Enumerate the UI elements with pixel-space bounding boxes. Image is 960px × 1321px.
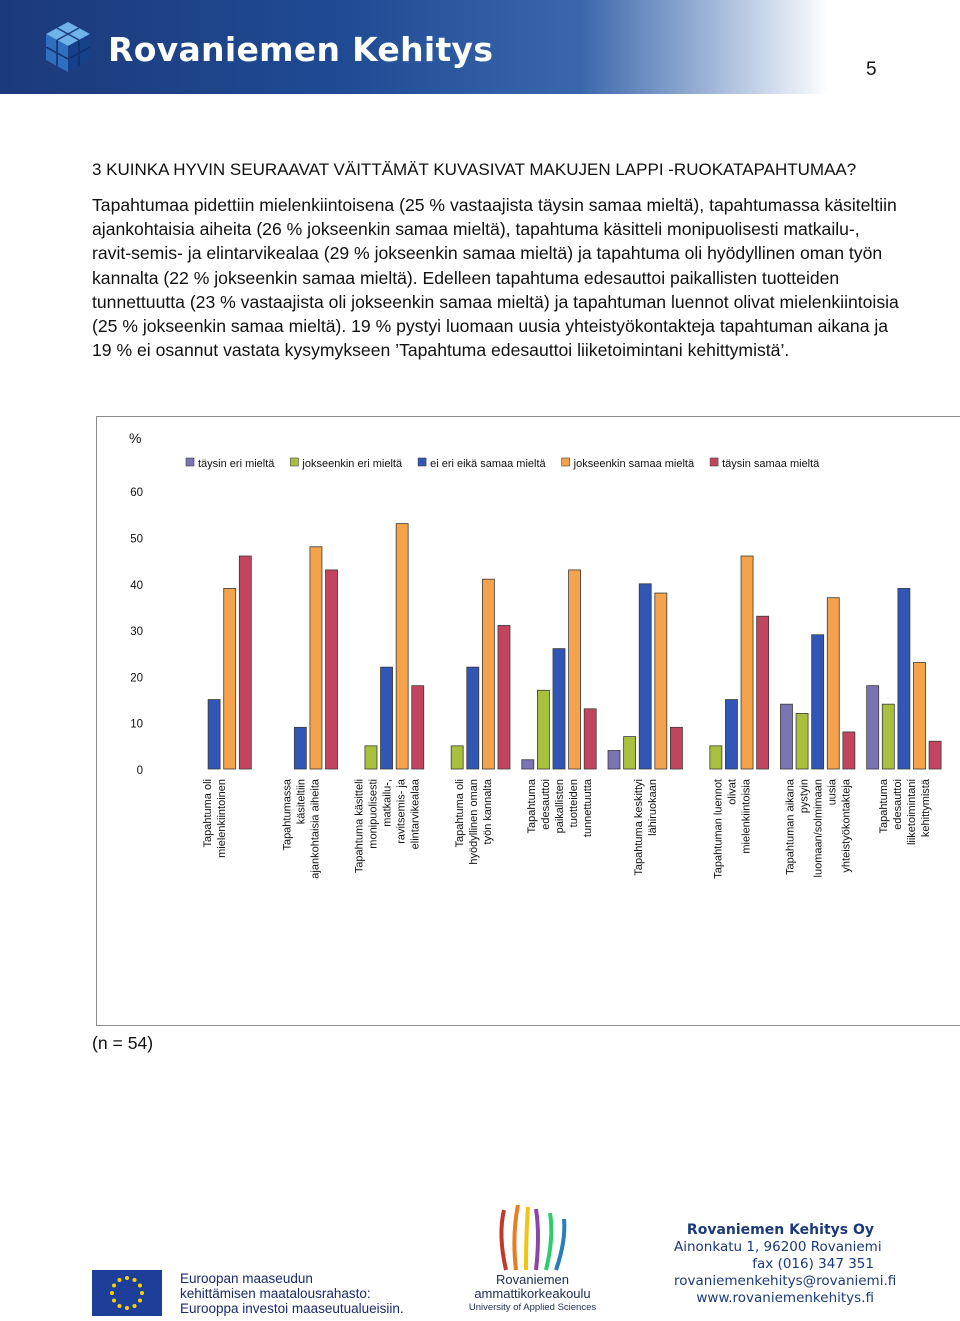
- category-label: Tapahtuma käsitteli: [353, 779, 366, 874]
- y-axis-label: %: [129, 430, 142, 446]
- legend-swatch: [186, 458, 194, 466]
- header-banner: [0, 0, 830, 94]
- bar: [624, 737, 636, 769]
- category-label: matkailu-,: [381, 779, 394, 827]
- y-tick-label: 40: [130, 579, 143, 592]
- category-label: mielenkiintoisia: [740, 779, 753, 854]
- category-label: Tapahtuma keskittyi: [633, 779, 646, 876]
- bar: [898, 588, 910, 769]
- eu-funding-text: [180, 1271, 404, 1316]
- bar: [467, 667, 479, 769]
- bar: [482, 579, 494, 769]
- bar: [882, 704, 894, 769]
- category-label: uusia: [826, 779, 839, 806]
- bar: [412, 686, 424, 769]
- bar: [208, 700, 220, 769]
- bar: [381, 667, 393, 769]
- legend-label: täysin eri mieltä: [198, 458, 275, 470]
- category-label: Tapahtumassa: [281, 779, 294, 851]
- eu-line: Eurooppa investoi maaseutualueisiin.: [180, 1301, 404, 1316]
- category-label: luomaan/solmimaan: [812, 779, 825, 878]
- bar: [867, 686, 879, 769]
- ramk-logo-icon: [486, 1205, 576, 1275]
- category-label: Tapahtuman aikana: [784, 779, 797, 876]
- legend-label: jokseenkin samaa mieltä: [573, 458, 695, 470]
- legend-swatch: [562, 458, 570, 466]
- bar: [522, 760, 534, 769]
- eu-star: [112, 1284, 116, 1288]
- legend-label: ei eri eikä samaa mieltä: [430, 458, 546, 470]
- ramk-name: [455, 1273, 610, 1315]
- category-label: liiketoimintani: [905, 779, 918, 846]
- bar: [812, 635, 824, 769]
- sample-size-note: (n = 54): [92, 1033, 154, 1053]
- paragraph-text: Tapahtumaa pidettiin mielenkiintoisena (25 % vastaajista täysin samaa mieltä), tapahtumassa käsiteltiin ajankohtaisia aiheita (26 % jokseenkin samaa mieltä), tapahtuma käsitteli monipuolisesti matkailu-, ravit-semis- ja elintarvikealaa (29 % jokseenkin samaa mieltä) ja tapahtuma oli hyödyllinen oman työn kannalta (22 % jokseenkin samaa mieltä). Edelleen tapahtuma edesauttoi paikallisten tuotteiden tunnettuutta (23 % vastaajista oli jokseenkin samaa mieltä) ja tapahtuman luennot olivat mielenkiintoisia (25 % jokseenkin samaa mieltä). 19 % pystyi luomaan uusia yhteistyökontakteja tapahtuman aikana ja 19 % ei osannut vastata kysymykseen ’Tapahtuma edesauttoi liiketoimintani kehittymistä’.: [92, 195, 899, 361]
- contact-block: [674, 1222, 897, 1307]
- category-label: Tapahtuma oli: [453, 779, 466, 848]
- bar: [584, 709, 596, 769]
- legend-label: jokseenkin eri mieltä: [302, 458, 403, 470]
- eu-star: [125, 1306, 129, 1310]
- category-label: pystyin: [798, 779, 811, 814]
- bar: [929, 741, 941, 769]
- bar: [639, 584, 651, 769]
- category-label: kehittymistä: [919, 779, 932, 838]
- category-label: käsiteltiin: [295, 779, 308, 825]
- eu-star: [125, 1276, 129, 1280]
- eu-line: kehittämisen maatalousrahasto:: [180, 1286, 371, 1301]
- category-label: monipuolisesti: [367, 779, 380, 849]
- category-label: edesauttoi: [540, 779, 552, 830]
- bar: [224, 588, 236, 769]
- fax: fax (016) 347 351: [752, 1256, 874, 1272]
- section-heading: 3 KUINKA HYVIN SEURAAVAT VÄITTÄMÄT KUVASIVAT MAKUJEN LAPPI -RUOKATAPAHTUMAA?: [92, 160, 857, 179]
- bar: [757, 616, 769, 769]
- category-label: ajankohtaisia aiheita: [309, 779, 322, 879]
- category-label: Tapahtuma: [526, 779, 538, 834]
- bar: [365, 746, 377, 769]
- bar: [553, 649, 565, 769]
- bar: [239, 556, 251, 769]
- category-label: elintarvikealaa: [409, 779, 422, 850]
- company-name: Rovaniemen Kehitys Oy: [686, 1222, 874, 1238]
- eu-star: [133, 1304, 137, 1308]
- bar: [451, 746, 463, 769]
- category-label: Tapahtuman luennot: [712, 779, 725, 879]
- bar: [569, 570, 581, 769]
- category-label: olivat: [726, 779, 739, 805]
- bar: [710, 746, 722, 769]
- eu-star: [118, 1304, 122, 1308]
- cube-logo-icon: [40, 20, 96, 76]
- category-label: tuotteiden: [568, 779, 580, 828]
- bar: [843, 732, 855, 769]
- legend-swatch: [418, 458, 426, 466]
- y-tick-label: 0: [136, 765, 143, 777]
- category-label: työn kannalta: [481, 779, 494, 845]
- bar: [796, 713, 808, 769]
- eu-star: [112, 1299, 116, 1303]
- address: Ainonkatu 1, 96200 Rovaniemi: [674, 1239, 882, 1255]
- bar: [326, 570, 338, 769]
- eu-star: [133, 1278, 137, 1282]
- chart-canvas: [97, 417, 960, 1025]
- bar: [741, 556, 753, 769]
- eu-stars-icon: [92, 1270, 162, 1316]
- bar: [294, 727, 306, 769]
- bar: [608, 750, 620, 769]
- bar: [498, 625, 510, 769]
- email-link[interactable]: rovaniemenkehitys@rovaniemi.fi: [674, 1273, 897, 1289]
- eu-star: [110, 1291, 114, 1295]
- ramk-line: Rovaniemen: [496, 1272, 569, 1287]
- survey-bar-chart: [96, 416, 960, 1026]
- bar: [310, 547, 322, 769]
- y-tick-label: 20: [130, 672, 143, 685]
- y-tick-label: 50: [130, 533, 143, 546]
- y-tick-label: 30: [130, 626, 143, 639]
- bar: [725, 700, 737, 769]
- category-label: hyödyllinen oman: [467, 779, 480, 865]
- y-tick-label: 10: [130, 718, 143, 731]
- legend-swatch: [290, 458, 298, 466]
- legend-label: täysin samaa mieltä: [722, 458, 820, 470]
- eu-star: [138, 1284, 142, 1288]
- category-label: tunnettuutta: [582, 779, 594, 838]
- eu-flag-icon: [92, 1270, 162, 1316]
- category-label: Tapahtuma: [877, 779, 890, 834]
- ramk-line: ammattikorkeakoulu: [474, 1286, 591, 1301]
- category-label: mielenkiintoinen: [216, 779, 229, 858]
- eu-star: [138, 1299, 142, 1303]
- page-number: 5: [866, 59, 877, 80]
- category-label: ravitsemis- ja: [395, 779, 408, 844]
- page-header: [0, 0, 960, 125]
- category-label: Tapahtuma oli: [202, 779, 215, 848]
- bar: [913, 663, 925, 769]
- category-label: lähiruokaan: [647, 779, 660, 836]
- bar: [396, 524, 408, 769]
- eu-star: [140, 1291, 144, 1295]
- eu-star: [118, 1278, 122, 1282]
- category-label: paikallisten: [554, 779, 566, 834]
- bar: [780, 704, 792, 769]
- category-label: edesauttoi: [891, 779, 904, 830]
- legend-swatch: [710, 458, 718, 466]
- bar: [827, 598, 839, 769]
- bar: [670, 727, 682, 769]
- y-tick-label: 60: [130, 487, 143, 500]
- category-label: yhteistyökontakteja: [840, 779, 853, 873]
- brand-name: Rovaniemen Kehitys: [108, 30, 494, 69]
- eu-line: Euroopan maaseudun: [180, 1271, 313, 1286]
- bar: [537, 690, 549, 769]
- ramk-line: University of Applied Sciences: [468, 1302, 597, 1313]
- web-link[interactable]: www.rovaniemenkehitys.fi: [696, 1290, 874, 1306]
- bar: [655, 593, 667, 769]
- body-paragraph: [92, 193, 902, 362]
